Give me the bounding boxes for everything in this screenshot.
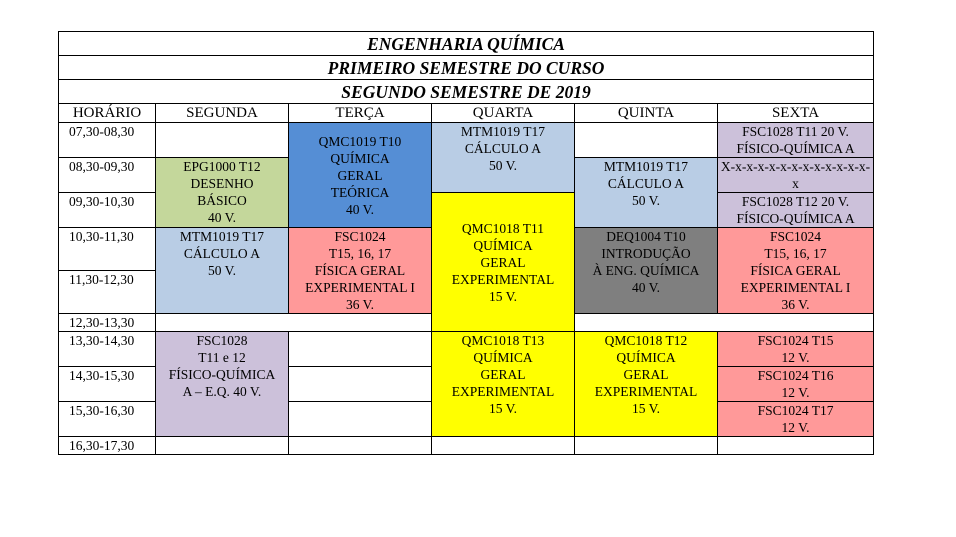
class-line: FSC1028 T11 20 V. bbox=[742, 124, 849, 139]
header-quarta: QUARTA bbox=[432, 104, 575, 123]
class-line: GERAL bbox=[480, 367, 526, 382]
class-line: EXPERIMENTAL bbox=[451, 271, 555, 287]
class-line: EXPERIMENTAL bbox=[594, 384, 698, 399]
class-line: FÍSICA GERAL bbox=[314, 263, 406, 278]
class-line: 15 V. bbox=[488, 288, 517, 304]
class-line: FSC1024 T17 bbox=[757, 403, 834, 418]
class-line: QMC1018 T11 bbox=[461, 220, 545, 236]
class-line: CÁLCULO A bbox=[607, 176, 685, 191]
time-slot: 12,30-13,30 bbox=[59, 314, 156, 332]
header-sexta: SEXTA bbox=[718, 104, 874, 123]
class-line: CÁLCULO A bbox=[464, 141, 542, 156]
class-line: A – E.Q. 40 V. bbox=[182, 384, 262, 399]
class-line: 12 V. bbox=[781, 385, 810, 400]
class-line: DEQ1004 T10 bbox=[606, 229, 686, 244]
time-slot: 10,30-11,30 bbox=[59, 228, 156, 271]
empty-cell bbox=[156, 123, 289, 158]
class-line: FSC1028 bbox=[196, 333, 248, 348]
class-mtm1019-segunda bbox=[156, 228, 289, 314]
class-line: FSC1028 T12 20 V. bbox=[741, 194, 850, 209]
class-line: FÍSICO-QUÍMICA bbox=[168, 367, 276, 382]
schedule-table bbox=[58, 31, 874, 455]
class-line: 50 V. bbox=[631, 193, 660, 208]
class-line: EPG1000 T12 bbox=[183, 159, 261, 174]
lunch-break bbox=[156, 314, 874, 332]
header-terca: TERÇA bbox=[289, 104, 432, 123]
empty-cell bbox=[575, 437, 718, 455]
header-horario: HORÁRIO bbox=[59, 104, 156, 123]
class-line: TEÓRICA bbox=[330, 184, 390, 200]
class-line: QUÍMICA bbox=[473, 237, 533, 253]
empty-cell bbox=[289, 367, 432, 402]
class-line: EXPERIMENTAL bbox=[451, 384, 555, 399]
class-fsc1024-terca bbox=[289, 228, 432, 314]
class-line: GERAL bbox=[337, 167, 383, 183]
class-line: FSC1024 T15 bbox=[757, 333, 834, 348]
header-segunda: SEGUNDA bbox=[156, 104, 289, 123]
class-line: 36 V. bbox=[345, 297, 374, 312]
class-line: BÁSICO bbox=[197, 193, 247, 208]
class-line: FSC1024 T16 bbox=[757, 368, 834, 383]
class-line: 40 V. bbox=[345, 201, 374, 217]
class-line: INTRODUÇÃO bbox=[601, 246, 691, 261]
class-line: DESENHO bbox=[190, 176, 254, 191]
class-mtm1019-quinta bbox=[575, 158, 718, 228]
class-line: QMC1018 T12 bbox=[604, 333, 688, 348]
class-line: QUÍMICA bbox=[473, 350, 533, 365]
class-line: 36 V. bbox=[781, 297, 810, 312]
class-line: FÍSICA GERAL bbox=[750, 263, 841, 278]
class-line: 12 V. bbox=[781, 350, 810, 365]
class-fsc1024-sexta bbox=[718, 228, 874, 314]
class-line: GERAL bbox=[480, 254, 526, 270]
class-line: 15 V. bbox=[488, 401, 517, 416]
header-quinta: QUINTA bbox=[575, 104, 718, 123]
time-slot: 13,30-14,30 bbox=[59, 332, 156, 367]
class-qmc1018-t11-quarta bbox=[432, 193, 575, 332]
class-line: À ENG. QUÍMICA bbox=[592, 263, 700, 278]
class-line: GERAL bbox=[623, 367, 669, 382]
class-line: FSC1024 bbox=[770, 229, 822, 244]
class-fsc1028-t12-sexta bbox=[718, 193, 874, 228]
course-title: ENGENHARIA QUÍMICA bbox=[59, 32, 874, 56]
class-fsc1024-t15-sexta bbox=[718, 332, 874, 367]
class-qmc1018-t12-quinta bbox=[575, 332, 718, 437]
class-line: T15, 16, 17 bbox=[328, 246, 392, 261]
class-line: EXPERIMENTAL I bbox=[740, 280, 851, 295]
empty-cell bbox=[575, 123, 718, 158]
class-fsc1024-t17-sexta bbox=[718, 402, 874, 437]
class-line: EXPERIMENTAL I bbox=[305, 280, 415, 295]
class-line: QMC1019 T10 bbox=[318, 133, 402, 149]
class-line: 40 V. bbox=[631, 280, 660, 295]
class-line: FSC1024 bbox=[334, 229, 386, 244]
time-slot: 11,30-12,30 bbox=[59, 271, 156, 314]
class-mtm1019-quarta bbox=[432, 123, 575, 193]
class-line: MTM1019 T17 bbox=[460, 124, 546, 139]
class-line: MTM1019 T17 bbox=[179, 229, 265, 244]
empty-cell bbox=[289, 437, 432, 455]
class-qmc1019-terca bbox=[289, 123, 432, 228]
class-line: T11 e 12 bbox=[198, 350, 246, 365]
class-line: 40 V. bbox=[207, 210, 236, 225]
time-slot: 14,30-15,30 bbox=[59, 367, 156, 402]
class-line: 50 V. bbox=[488, 158, 517, 173]
class-fsc1024-t16-sexta bbox=[718, 367, 874, 402]
time-slot: 16,30-17,30 bbox=[59, 437, 156, 455]
class-cancelled-sexta: X-x-x-x-x-x-x-x-x-x-x-x-x-x bbox=[718, 158, 874, 193]
empty-cell bbox=[289, 402, 432, 437]
class-line: FÍSICO-QUÍMICA A bbox=[736, 141, 855, 156]
class-line: MTM1019 T17 bbox=[603, 159, 689, 174]
class-line: 12 V. bbox=[781, 420, 810, 435]
class-line: QUÍMICA bbox=[616, 350, 676, 365]
class-fsc1028-segunda bbox=[156, 332, 289, 437]
class-epg1000-segunda bbox=[156, 158, 289, 228]
class-qmc1018-t13-quarta bbox=[432, 332, 575, 437]
time-slot: 15,30-16,30 bbox=[59, 402, 156, 437]
year-title: SEGUNDO SEMESTRE DE 2019 bbox=[59, 80, 874, 104]
empty-cell bbox=[718, 437, 874, 455]
class-line: 15 V. bbox=[631, 401, 660, 416]
empty-cell bbox=[289, 332, 432, 367]
time-slot: 09,30-10,30 bbox=[59, 193, 156, 228]
class-fsc1028-t11-sexta bbox=[718, 123, 874, 158]
class-line: CÁLCULO A bbox=[183, 246, 261, 261]
class-line: T15, 16, 17 bbox=[764, 246, 827, 261]
class-line: QMC1018 T13 bbox=[461, 333, 545, 348]
time-slot: 08,30-09,30 bbox=[59, 158, 156, 193]
class-line: 50 V. bbox=[207, 263, 236, 278]
time-slot: 07,30-08,30 bbox=[59, 123, 156, 158]
class-line: QUÍMICA bbox=[330, 150, 390, 166]
semester-title: PRIMEIRO SEMESTRE DO CURSO bbox=[59, 56, 874, 80]
empty-cell bbox=[432, 437, 575, 455]
empty-cell bbox=[156, 437, 289, 455]
class-deq1004-quinta bbox=[575, 228, 718, 314]
class-line: FÍSICO-QUÍMICA A bbox=[736, 211, 855, 226]
